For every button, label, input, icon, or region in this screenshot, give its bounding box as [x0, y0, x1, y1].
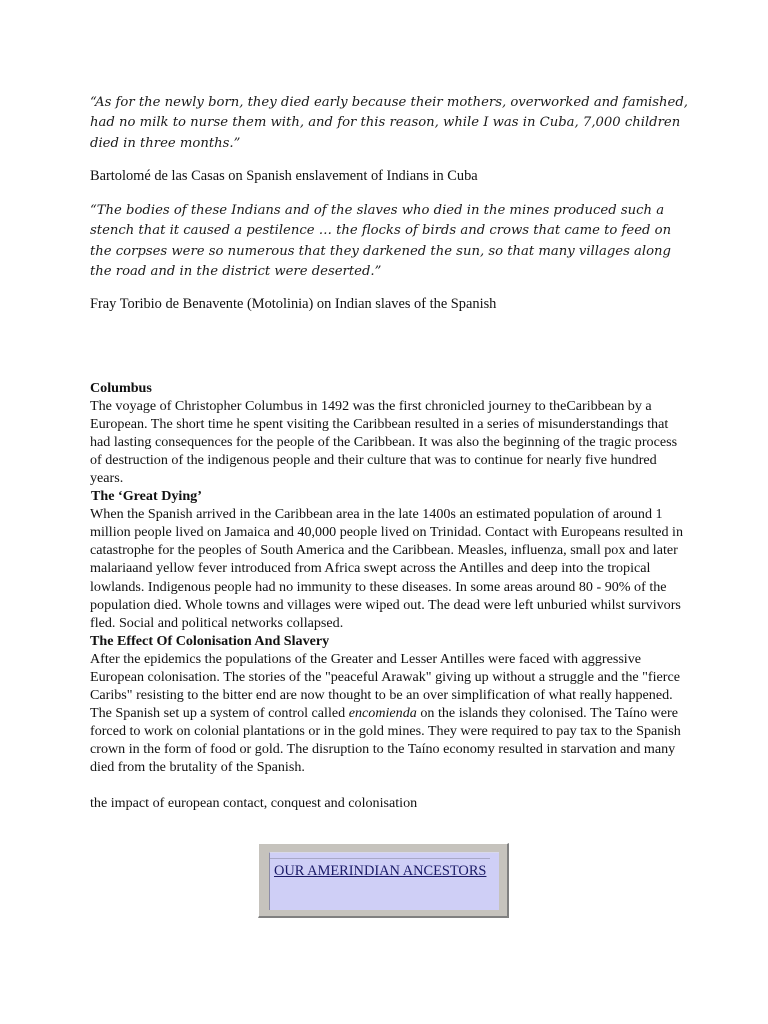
banner-divider [270, 858, 490, 859]
encomienda-text-after: on the islands they colonised. The Taíno were forced to work on colonial plantations or in the gold mines. They were required to pay tax to the Spanish crown in the form of food or gold. The disruption to the Taíno economy resulted in starvation and many died from the brutality of the Spanish. [90, 704, 681, 775]
paragraph-columbus: The voyage of Christopher Columbus in 1492 was the first chronicled journey to theCaribbean by a European. The short time he spent visiting the Caribbean resulted in a series of misunderstandings that had lasting consequences for the people of the Caribbean. It was also the beginning of the tragic process of destruction of the indigenous people and their culture that was to continue for nearly five hundred years. [90, 398, 678, 487]
article-body [90, 379, 690, 812]
quote-de-las-casas: “As for the newly born, they died early because their mothers, overworked and famished, had no milk to nurse them with, and for this reason, while I was in Cuba, 7,000 children died in three months.” [90, 95, 688, 151]
heading-columbus: Columbus [90, 380, 152, 396]
banner-panel [269, 852, 499, 910]
ancestors-link[interactable]: OUR AMERINDIAN ANCESTORS [274, 863, 487, 879]
heading-colonisation: The Effect Of Colonisation And Slavery [90, 632, 330, 649]
quote-motolinia: “The bodies of these Indians and of the slaves who died in the mines produced such a stench that it caused a pestilence … the flocks of birds and crows that came to feed on the corpses were so numerous that they darkened the sun, so that many villages along the road and in the district were deserted.” [90, 203, 672, 279]
encomienda-text-before: The Spanish set up a system of control called [90, 704, 349, 721]
paragraph-colonisation-1: After the epidemics the populations of the Greater and Lesser Antilles were faced with aggressive European colonisation. The stories of the "peaceful Arawak" giving up without a struggle and the "fierce Caribs" resisting to the bitter end are now thought to be an over simplification of what really happened. [90, 650, 680, 703]
attribution-motolinia: Fray Toribio de Benavente (Motolinia) on Indian slaves of the Spanish [90, 296, 497, 312]
attribution-de-las-casas: Bartolomé de las Casas on Spanish enslavement of Indians in Cuba [90, 168, 478, 184]
heading-great-dying: The ‘Great Dying’ [91, 488, 202, 505]
spacer [90, 776, 690, 794]
paragraph-colonisation-2 [90, 704, 690, 776]
encomienda-term: encomienda [348, 704, 417, 721]
footer-note: the impact of european contact, conquest and colonisation [90, 795, 418, 812]
ancestors-banner [258, 843, 509, 918]
paragraph-great-dying: When the Spanish arrived in the Caribbean area in the late 1400s an estimated population of around 1 million people lived on Jamaica and 40,000 people lived on Trinidad. Contact with Europeans resulted in catastrophe for the peoples of South America and the Caribbean. Measles, influenza, small pox and later malariaand yellow fever introduced from Africa swept across the Antilles and deep into the tropical lowlands. Indigenous people had no immunity to these diseases. In some areas around 80 - 90% of the population died. Whole towns and villages were wiped out. The dead were left unburied whilst survivors fled. Social and political networks collapsed. [90, 506, 684, 631]
